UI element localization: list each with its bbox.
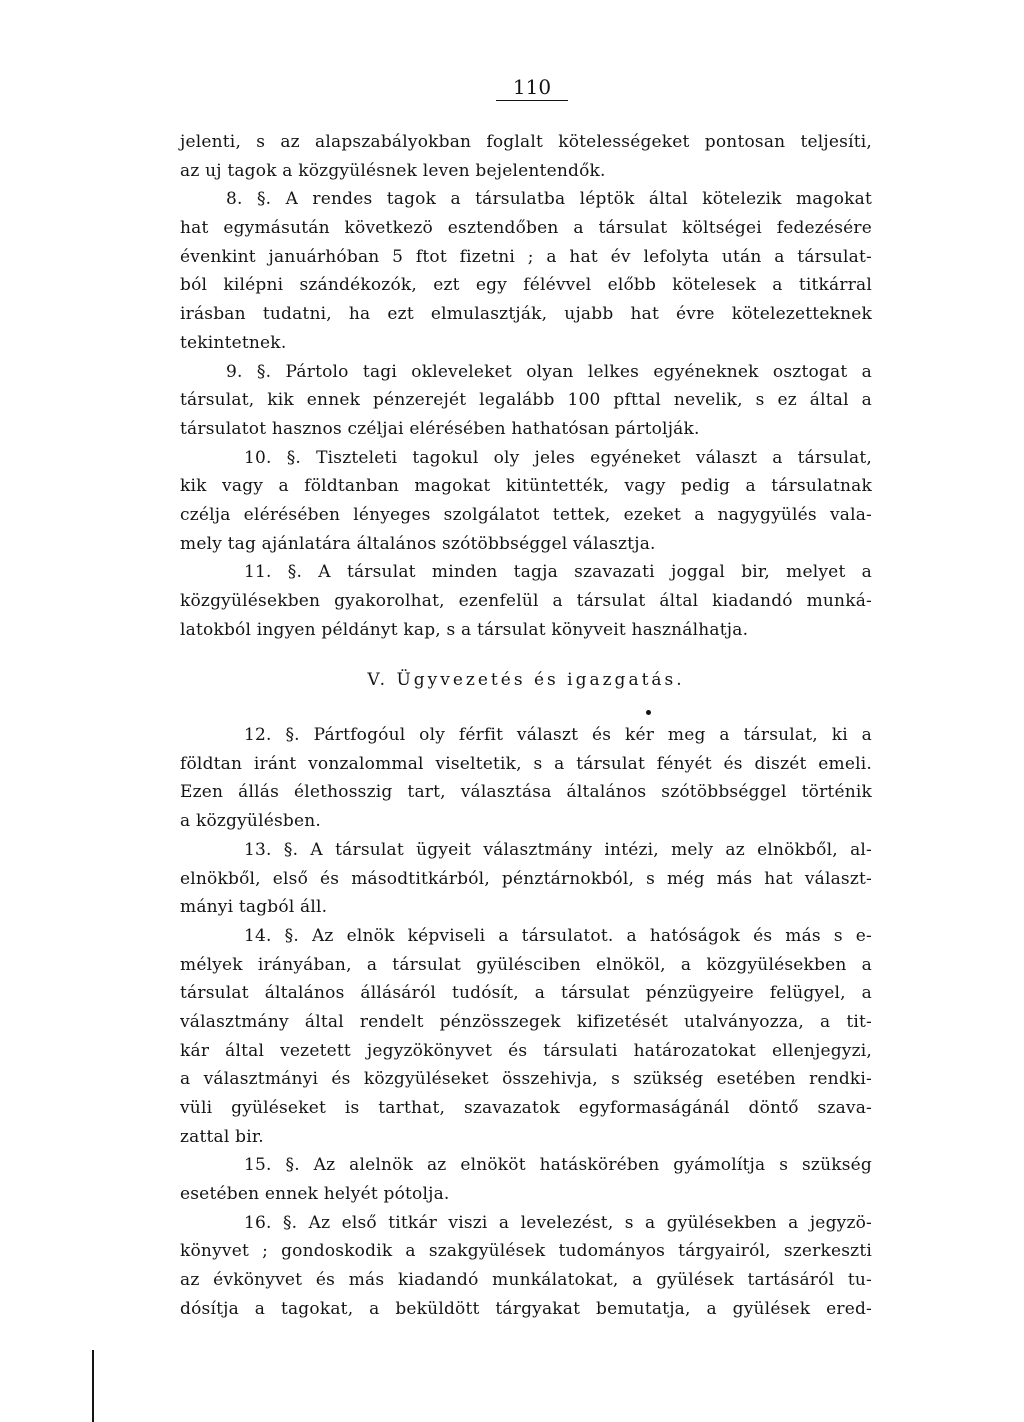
text-line: 8. §. A rendes tagok a társulatba léptök által kötelezik magokat xyxy=(226,189,872,210)
text-line: zattal bir. xyxy=(180,1126,264,1147)
text-line: földtan iránt vonzalommal viseltetik, s a társulat fényét és diszét emeli. xyxy=(180,753,872,774)
text-line: évenkint januárhóban 5 ftot fizetni ; a hat év lefolyta után a társulat- xyxy=(180,246,872,267)
text-line: 12. §. Pártfogóul oly férfit választ és kér meg a társulat, ki a xyxy=(244,725,872,746)
print-speck xyxy=(646,710,651,715)
text-line: 15. §. Az alelnök az elnököt hatáskörében gyámolítja s szükség xyxy=(244,1155,872,1176)
text-line: mélyek irányában, a társulat gyülésciben elnököl, a közgyülésekben a xyxy=(180,954,872,975)
text-line: kik vagy a földtanban magokat kitüntették, vagy pedig a társulatnak xyxy=(180,476,872,497)
paragraph-16 xyxy=(180,1209,872,1324)
text-line: közgyülésekben gyakorolhat, ezenfelül a társulat által kiadandó munká- xyxy=(180,591,872,611)
text-line: dósítja a tagokat, a beküldött tárgyakat bemutatja, a gyülések ered- xyxy=(180,1298,872,1319)
text-line: a közgyülésben. xyxy=(180,811,321,832)
paragraph-11 xyxy=(180,558,872,644)
text-line: az évkönyvet és más kiadandó munkálatokat, a gyülések tartásáról tu- xyxy=(180,1270,872,1291)
paragraph-15 xyxy=(180,1151,872,1208)
text-line: 13. §. A társulat ügyeit választmány intézi, mely az elnökből, al- xyxy=(244,839,872,860)
text-line: társulat általános állásáról tudósít, a társulat pénzügyeire felügyel, a xyxy=(180,983,872,1004)
text-line: 9. §. Pártolo tagi okleveleket olyan lelkes egyéneknek osztogat a xyxy=(226,361,872,382)
text-line: 10. §. Tiszteleti tagokul oly jeles egyéneket választ a társulat, xyxy=(244,447,872,468)
text-line: társulatot hasznos czéljai elérésében hathatósan pártolják. xyxy=(180,418,700,439)
section-heading: V. Ügyvezetés és igazgatás. xyxy=(367,670,685,691)
text-line: ból kilépni szándékozók, ezt egy félévvel előbb kötelesek a titkárral xyxy=(180,275,872,296)
text-line: vüli gyüléseket is tarthat, szavazatok egyformaságánál döntő szava- xyxy=(180,1098,872,1118)
margin-rule xyxy=(92,1350,94,1422)
paragraph-10 xyxy=(180,444,872,559)
text-line: 16. §. Az első titkár viszi a levelezést, s a gyülésekben a jegyzö- xyxy=(244,1212,872,1233)
text-line: elnökből, első és másodtitkárból, pénztárnokból, s még más hat választ- xyxy=(180,868,872,889)
text-line: a választmányi és közgyüléseket összehivja, s szükség esetében rendki- xyxy=(180,1069,872,1090)
text-line: esetében ennek helyét pótolja. xyxy=(180,1184,450,1205)
text-line: hat egymásután következö esztendőben a társulat költségei fedezésére xyxy=(180,218,872,239)
text-line: irásban tudatni, ha ezt elmulasztják, ujabb hat évre kötelezetteknek xyxy=(180,304,872,325)
text-line: mányi tagból áll. xyxy=(180,897,328,918)
paragraph-13 xyxy=(180,836,872,922)
text-line: könyvet ; gondoskodik a szakgyülések tudományos tárgyairól, szerkeszti xyxy=(180,1241,872,1262)
text-line: 14. §. Az elnök képviseli a társulatot. a hatóságok és más s e- xyxy=(244,925,872,946)
page-number: 110 xyxy=(496,74,568,101)
text-line: az uj tagok a közgyülésnek leven bejelentendők. xyxy=(180,160,606,181)
text-line: latokból ingyen példányt kap, s a társulat könyveit használhatja. xyxy=(180,619,749,640)
text-line: mely tag ajánlatára általános szótöbbséggel választja. xyxy=(180,533,656,554)
paragraph-9 xyxy=(180,358,872,444)
paragraph-8 xyxy=(180,185,872,357)
text-line: kár által vezetett jegyzökönyvet és társulati határozatokat ellenjegyzi, xyxy=(180,1040,872,1061)
paragraph-continued xyxy=(180,128,872,185)
text-line: 11. §. A társulat minden tagja szavazati joggal bir, melyet a xyxy=(244,562,872,583)
text-line: tekintetnek. xyxy=(180,332,287,353)
paragraph-14 xyxy=(180,922,872,1152)
text-line: czélja elérésében lényeges szolgálatot tettek, ezeket a nagygyülés vala- xyxy=(180,504,872,525)
paragraph-12 xyxy=(180,721,872,836)
page-body xyxy=(180,128,872,1324)
text-line: jelenti, s az alapszabályokban foglalt kötelességeket pontosan teljesíti, xyxy=(180,132,872,152)
text-line: választmány által rendelt pénzösszegek kifizetését utalványozza, a tit- xyxy=(180,1011,872,1032)
text-line: Ezen állás élethosszig tart, választása általános szótöbbséggel történik xyxy=(180,782,872,803)
text-line: társulat, kik ennek pénzerejét legalább 100 pfttal nevelik, s ez által a xyxy=(180,390,872,411)
